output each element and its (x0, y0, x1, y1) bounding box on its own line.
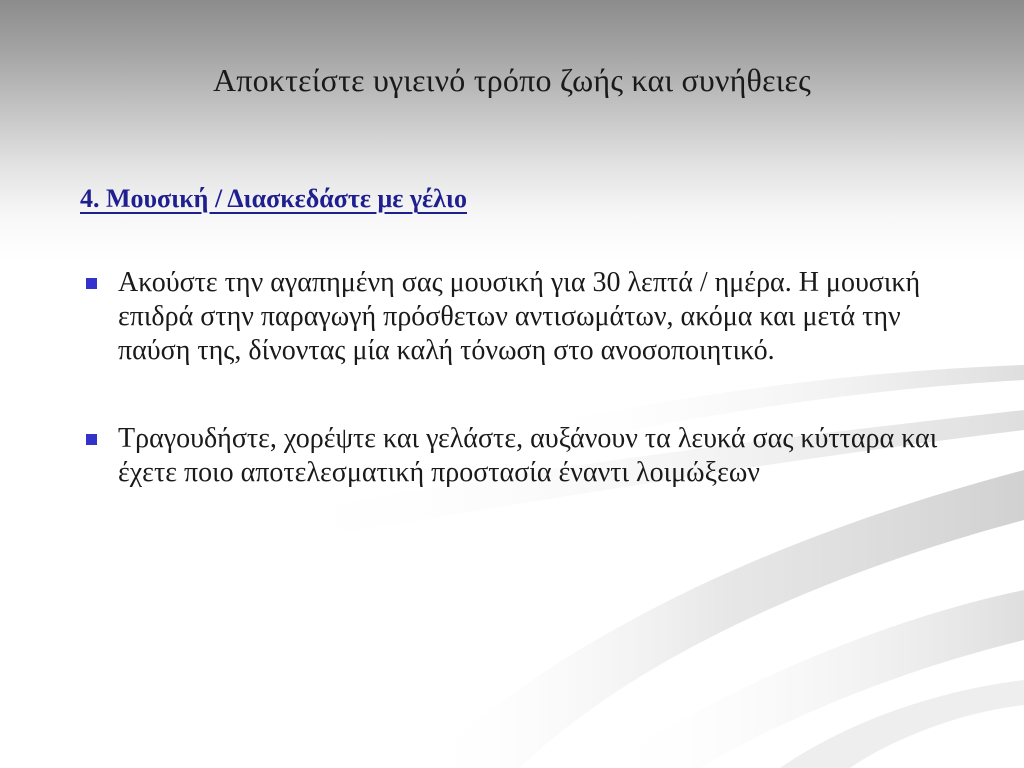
bullet-list (80, 266, 960, 490)
bullet-text: Τραγουδήστε, χορέψτε και γελάστε, αυξάνουν τα λευκά σας κύτταρα και έχετε ποιο αποτελεσματική προστασία έναντι λοιμώξεων (118, 423, 938, 488)
section-heading: 4. Μουσική / Διασκεδάστε με γέλιο (80, 184, 467, 213)
slide-title: Αποκτείστε υγιεινό τρόπο ζωής και συνήθειες (212, 62, 812, 98)
bullet-item (80, 422, 960, 490)
square-bullet-icon (86, 278, 97, 289)
square-bullet-icon (86, 434, 97, 445)
bullet-text: Ακούστε την αγαπημένη σας μουσική για 30 λεπτά / ημέρα. Η μουσική επιδρά στην παραγωγή πρόσθετων αντισωμάτων, ακόμα και μετά την παύση της, δίνοντας μία καλή τόνωση στο ανοσοποιητικό. (118, 267, 921, 366)
bullet-item (80, 266, 960, 368)
